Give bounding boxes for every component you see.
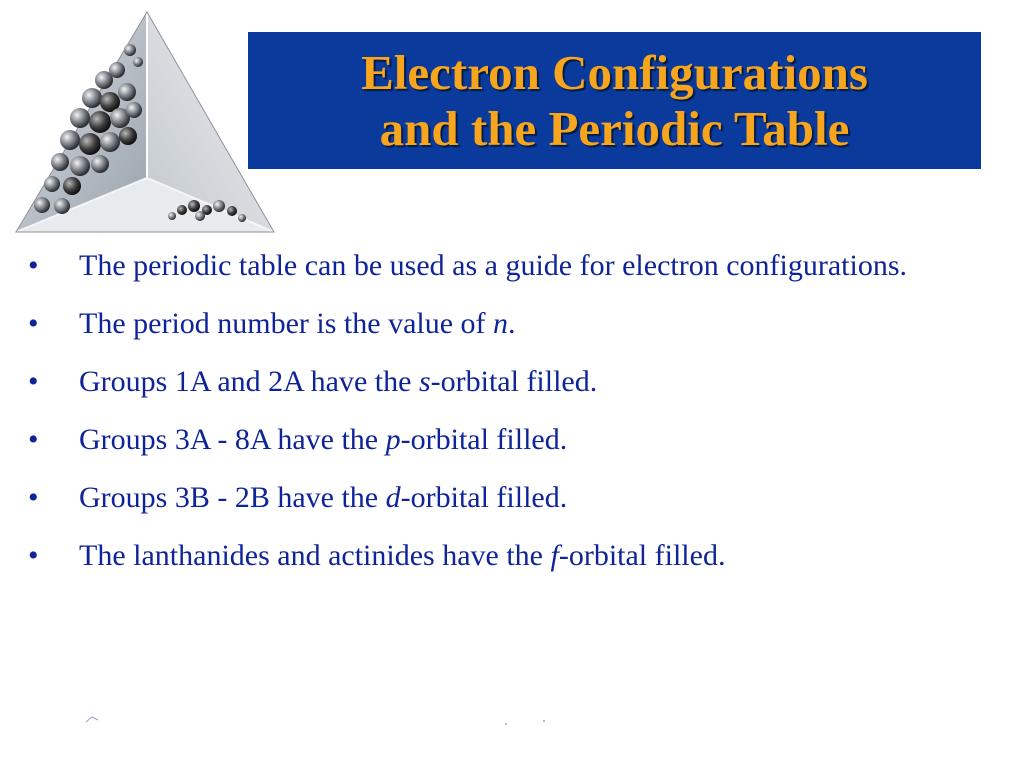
bullet-text: Groups 3A - 8A have the [79, 423, 386, 456]
artifact-mark-icon [500, 718, 560, 728]
bullet-italic-term: s [418, 365, 431, 398]
bullet-text-end: -orbital filled. [400, 423, 568, 456]
bullet-item [28, 534, 988, 578]
bullet-text: The lanthanides and actinides have the [79, 539, 551, 572]
bullet-italic-term: p [385, 423, 401, 456]
bullet-item [28, 302, 988, 346]
bullet-marker: • [28, 539, 39, 572]
bullet-text-end: . [508, 307, 516, 340]
bullet-text-end: -orbital filled. [558, 539, 726, 572]
triangle-molecule-logo-icon [12, 10, 282, 242]
title-banner [248, 32, 981, 169]
bullet-text: The periodic table can be used as a guide for electron configurations. [79, 249, 908, 282]
slide-title-line-1: Electron Configurations [361, 44, 868, 100]
bullet-item [28, 360, 988, 404]
bullet-marker: • [28, 365, 39, 398]
bullet-italic-term: n [493, 307, 509, 340]
bullet-text: Groups 1A and 2A have the [79, 365, 419, 398]
bullet-list [28, 244, 988, 592]
bullet-item [28, 476, 988, 520]
bullet-italic-term: d [385, 481, 401, 514]
bullet-marker: • [28, 481, 39, 514]
bullet-marker: • [28, 249, 39, 282]
bullet-item [28, 244, 988, 288]
bullet-item [28, 418, 988, 462]
slide-title-line-2: and the Periodic Table [379, 100, 850, 156]
bullet-text: Groups 3B - 2B have the [79, 481, 386, 514]
bullet-marker: • [28, 307, 39, 340]
bullet-text-end: -orbital filled. [430, 365, 598, 398]
bullet-italic-term: f [550, 539, 559, 572]
bullet-text-end: -orbital filled. [400, 481, 568, 514]
artifact-mark-icon [84, 714, 104, 726]
bullet-marker: • [28, 423, 39, 456]
bullet-text: The period number is the value of [79, 307, 494, 340]
